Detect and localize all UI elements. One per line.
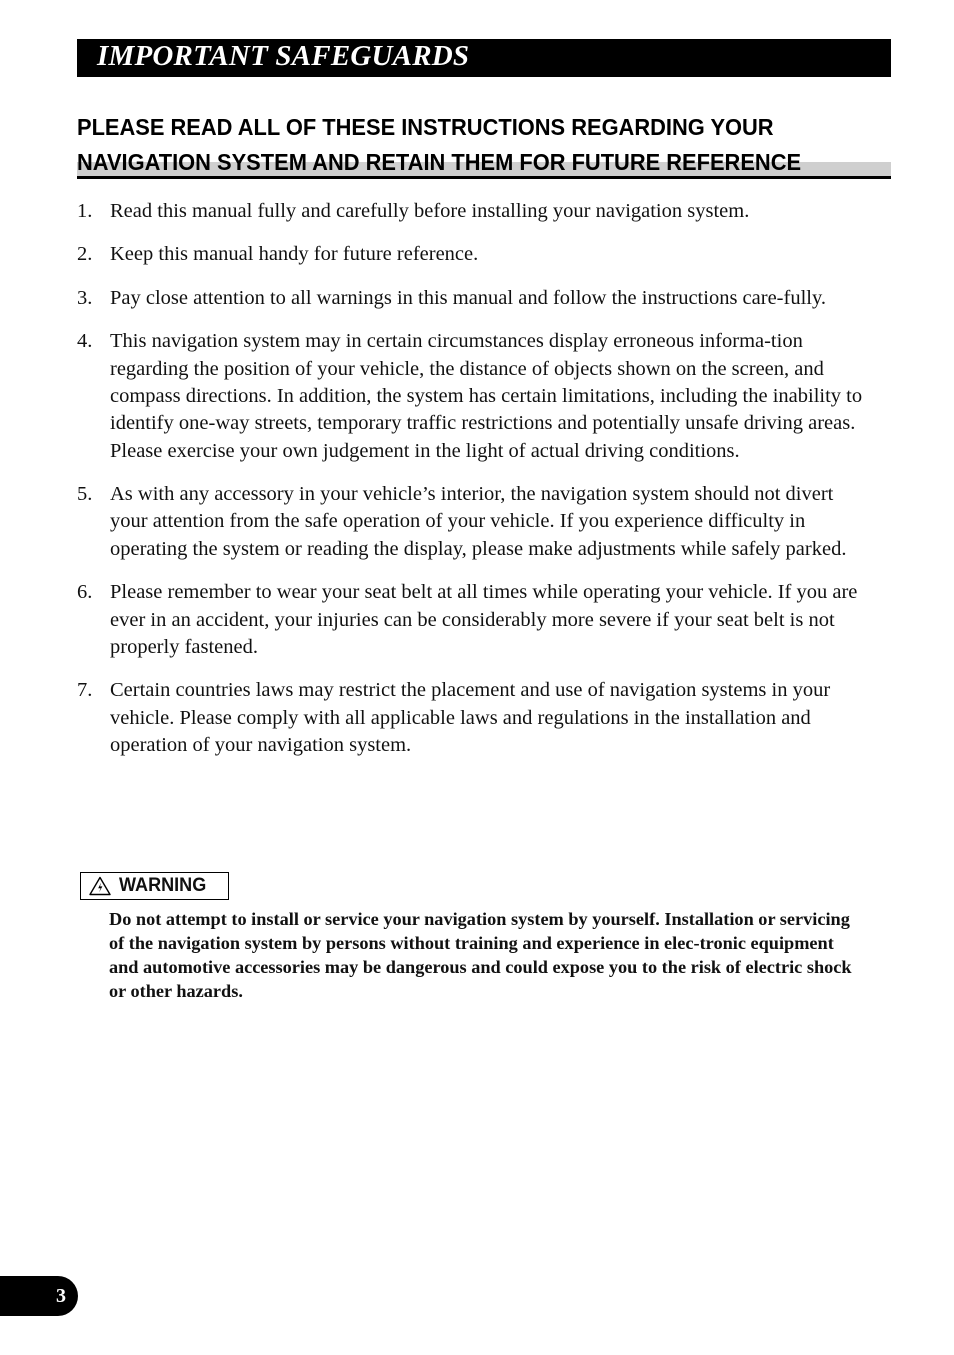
page-title-bar (77, 39, 891, 77)
warning-triangle-icon (89, 876, 111, 896)
list-item-text: As with any accessory in your vehicle’s interior, the navigation system should not divert your attention from the safe operation of your vehicle. If you experience difficulty in operating the system or reading the display, please make adjustments while safely parked. (110, 483, 847, 560)
page-title: IMPORTANT SAFEGUARDS (97, 40, 470, 72)
list-item-number: 5. (77, 483, 93, 506)
list-item (77, 241, 867, 268)
list-item-number: 2. (77, 243, 93, 266)
list-item-text: Certain countries laws may restrict the placement and use of navigation systems in your vehicle. Please comply with all applicable laws and regulations in the installation and operation of your navigation system. (110, 679, 831, 756)
section-heading (77, 110, 891, 180)
list-item-text: Please remember to wear your seat belt at all times while operating your vehicle. If you are ever in an accident, your injuries can be considerably more severe if your seat belt is not properly fastened. (110, 581, 858, 658)
list-item (77, 579, 867, 661)
list-item-number: 3. (77, 286, 93, 309)
list-item (77, 328, 867, 464)
list-item (77, 285, 867, 312)
list-item (77, 198, 867, 225)
instructions-list (77, 198, 867, 775)
heading-line-2: NAVIGATION SYSTEM AND RETAIN THEM FOR FUTURE REFERENCE (77, 149, 802, 175)
list-item (77, 481, 867, 563)
list-item-text: Keep this manual handy for future reference. (110, 243, 479, 266)
page-number: 3 (56, 1285, 66, 1307)
list-item-number: 4. (77, 330, 93, 353)
list-item-number: 1. (77, 200, 93, 222)
warning-label-box (80, 872, 229, 900)
warning-label: WARNING (119, 875, 207, 896)
heading-line-1: PLEASE READ ALL OF THESE INSTRUCTIONS REGARDING YOUR (77, 114, 774, 140)
list-item-text: This navigation system may in certain circumstances display erroneous informa-tion regarding the position of your vehicle, the distance of objects shown on the screen, and compass directions. In addition, the system has certain limitations, including the inability to identify one-way streets, temporary traffic restrictions and potentially unsafe driving areas. Please exercise your own judgement in the light of actual driving conditions. (110, 330, 863, 462)
page-number-tab (0, 1276, 78, 1316)
list-item-number: 7. (77, 679, 93, 702)
warning-text: Do not attempt to install or service your navigation system by yourself. Installation or servicing of the navigation system by persons without training and experience in elec-tronic equipment and automotive accessories may be dangerous and could expose you to the risk of electric shock or other hazards. (109, 909, 852, 1001)
list-item-text: Pay close attention to all warnings in this manual and follow the instructions care-fully. (110, 286, 827, 309)
section-heading-text (77, 110, 834, 180)
list-item-number: 6. (77, 581, 93, 604)
list-item (77, 677, 867, 759)
list-item-text: Read this manual fully and carefully before installing your navigation system. (110, 200, 750, 222)
